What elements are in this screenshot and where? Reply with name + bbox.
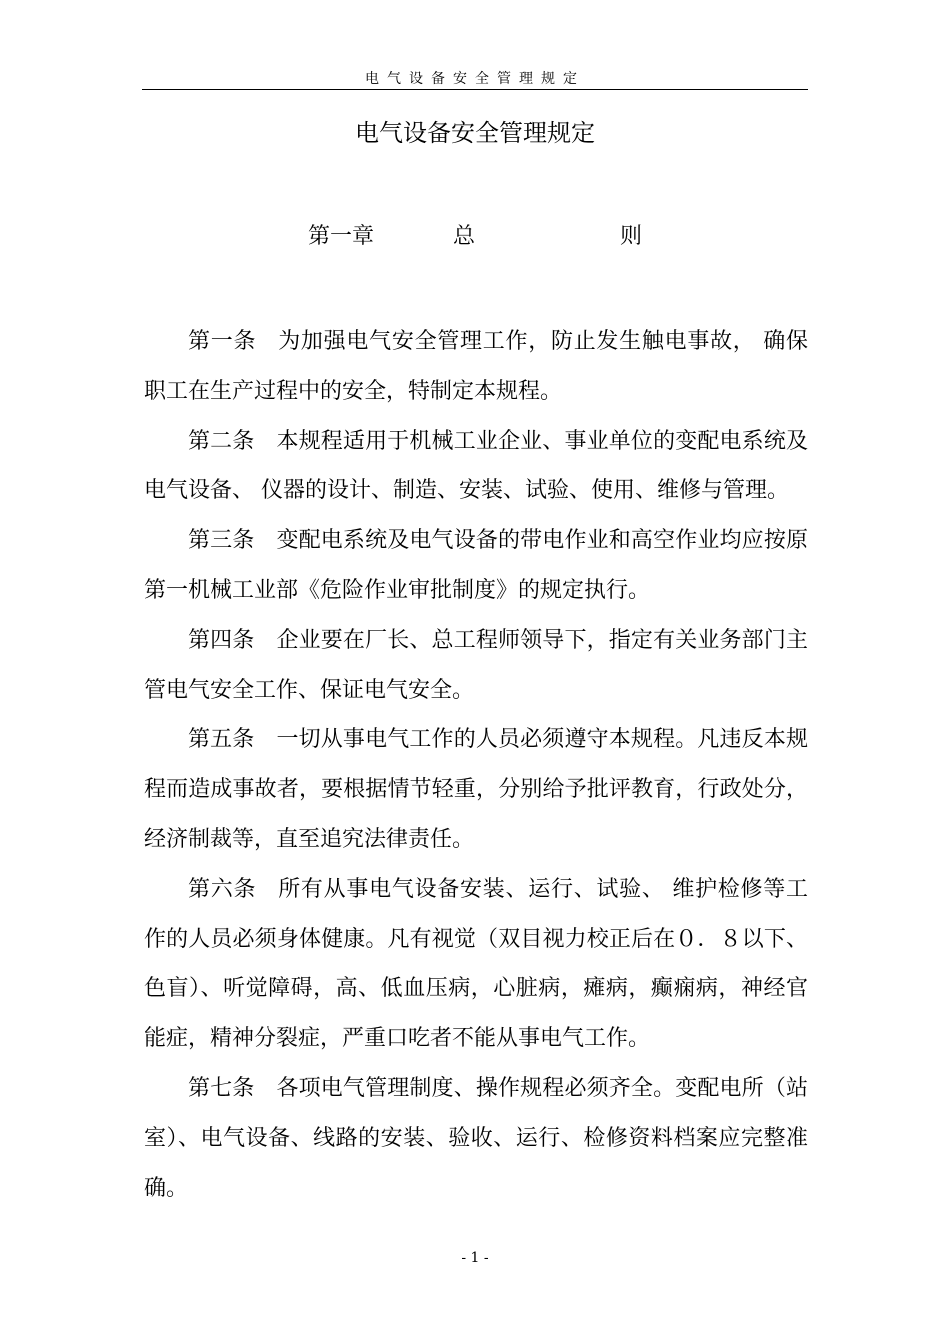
article-number: 第五条 <box>188 727 255 753</box>
document-title: 电气设备安全管理规定 <box>355 119 595 147</box>
chapter-number: 第一章 <box>308 224 375 249</box>
header-rule <box>142 89 808 90</box>
article-5 <box>144 715 808 864</box>
article-text: 变配电系统及电气设备的带电作业和高空作业均应按原第一机械工业部《危险作业审批制度》的规定执行。 <box>144 528 808 603</box>
article-text: 为加强电气安全管理工作，防止发生触电事故， 确保职工在生产过程中的安全，特制定本规程。 <box>144 329 808 404</box>
article-text: 企业要在厂长、总工程师领导下，指定有关业务部门主管电气安全工作、保证电气安全。 <box>144 627 808 703</box>
article-4 <box>144 616 808 716</box>
article-7 <box>144 1064 808 1213</box>
articles-body <box>144 317 808 1213</box>
running-header: 电气设备安全管理规定 <box>365 71 585 87</box>
article-2 <box>144 417 808 517</box>
article-text: 本规程适用于机械工业企业、事业单位的变配电系统及电气设备、 仪器的设计、制造、安装、试验、使用、维修与管理。 <box>144 428 808 504</box>
article-6 <box>144 865 808 1064</box>
article-number: 第三条 <box>188 528 255 554</box>
article-number: 第七条 <box>188 1075 255 1101</box>
article-text: 一切从事电气工作的人员必须遵守本规程。凡违反本规程而造成事故者，要根据情节轻重，分别给予批评教育，行政处分，经济制裁等，直至追究法律责任。 <box>144 727 808 852</box>
article-text: 各项电气管理制度、操作规程必须齐全。变配电所（站室）、电气设备、线路的安装、验收、运行、检修资料档案应完整准确。 <box>144 1075 808 1201</box>
page-number: - 1 - <box>461 1250 489 1266</box>
article-number: 第二条 <box>188 428 255 454</box>
article-text: 所有从事电气设备安装、运行、试验、 维护检修等工作的人员必须身体健康。凡有视觉（双目视力校正后在０．８以下、色盲）、听觉障碍，高、低血压病，心脏病，瘫病，癫痫病，神经官能症，精神分裂症，严重口吃者不能从事电气工作。 <box>144 876 808 1052</box>
article-number: 第一条 <box>188 329 257 354</box>
article-1 <box>144 317 808 417</box>
article-3 <box>144 516 808 616</box>
chapter-title-part2: 则 <box>620 224 643 249</box>
article-number: 第四条 <box>188 627 255 653</box>
article-number: 第六条 <box>188 876 257 902</box>
chapter-title-part1: 总 <box>453 224 476 249</box>
